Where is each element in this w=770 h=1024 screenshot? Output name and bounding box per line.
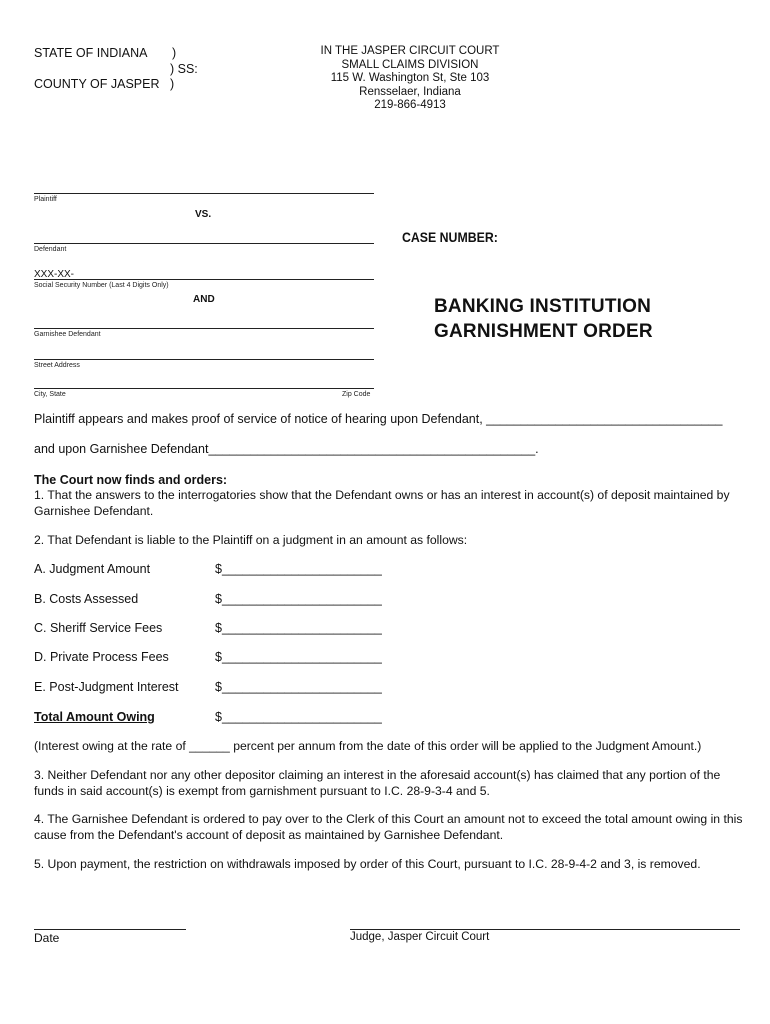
finding-2: 2. That Defendant is liable to the Plaintiff on a judgment in an amount as follows:: [34, 533, 468, 547]
vs-label: VS.: [195, 209, 212, 220]
intro-defendant: Plaintiff appears and makes proof of service of notice of hearing upon Defendant, __________________________________: [34, 412, 723, 426]
amount-label-sheriff: C. Sheriff Service Fees: [34, 621, 163, 635]
amount-label-interest: E. Post-Judgment Interest: [34, 680, 179, 694]
amount-field-process[interactable]: $_______________________: [215, 650, 382, 664]
plaintiff-label: Plaintiff: [34, 196, 57, 203]
state-label: STATE OF INDIANA: [34, 46, 148, 60]
case-number-label: CASE NUMBER:: [402, 229, 498, 245]
defendant-label: Defendant: [34, 246, 67, 253]
garnishee-line[interactable]: [34, 328, 374, 329]
garnishee-label: Garnishee Defendant: [34, 331, 101, 338]
total-field[interactable]: $_______________________: [215, 710, 382, 724]
court-city: Rensselaer, Indiana: [359, 85, 461, 98]
judge-signature-line[interactable]: [350, 929, 740, 930]
total-label: Total Amount Owing: [34, 710, 155, 724]
court-header: [290, 45, 530, 113]
amount-label-judgment: A. Judgment Amount: [34, 562, 151, 576]
finding-4: 4. The Garnishee Defendant is ordered to pay over to the Clerk of this Court an amount not to exceed the total amount owing in this cause from the Defendant's account of deposit as maintained by Garnishee Defendant.: [34, 812, 743, 842]
court-name: IN THE JASPER CIRCUIT COURT: [320, 45, 500, 57]
intro-garnishee: and upon Garnishee Defendant_______________________________________________.: [34, 442, 539, 456]
judge-label: Judge, Jasper Circuit Court: [350, 931, 490, 943]
amount-label-process: D. Private Process Fees: [34, 650, 169, 664]
ssn-prefix: XXX-XX-: [34, 269, 75, 280]
county-label: COUNTY OF JASPER: [34, 77, 160, 91]
street-line[interactable]: [34, 359, 374, 360]
amount-field-judgment[interactable]: $_______________________: [215, 562, 382, 576]
amount-label-costs: B. Costs Assessed: [34, 592, 139, 606]
amount-field-sheriff[interactable]: $_______________________: [215, 621, 382, 635]
venue-ss: ) SS:: [170, 62, 198, 76]
venue-paren-top: ): [172, 46, 177, 60]
interest-note: (Interest owing at the rate of ______ percent per annum from the date of this order will be applied to the Judgment Amount.): [34, 739, 702, 753]
ssn-label: Social Security Number (Last 4 Digits Only): [34, 282, 169, 289]
city-label: City, State: [34, 391, 66, 398]
venue-paren-bottom: ): [170, 77, 175, 91]
court-phone: 219-866-4913: [374, 99, 446, 111]
amount-field-costs[interactable]: $_______________________: [215, 592, 382, 606]
finding-5: 5. Upon payment, the restriction on withdrawals imposed by order of this Court, pursuant to I.C. 28-9-4-2 and 3, is removed.: [34, 857, 701, 871]
ssn-line[interactable]: [34, 279, 374, 280]
findings-heading: The Court now finds and orders:: [34, 473, 228, 487]
city-line[interactable]: [34, 388, 374, 389]
defendant-line[interactable]: [34, 243, 374, 244]
document-title-line2: GARNISHMENT ORDER: [434, 321, 653, 342]
finding-3: 3. Neither Defendant nor any other depositor claiming an interest in the aforesaid account(s) has claimed that any portion of the funds in said account(s) is exempt from garnishment pursuant to I.C. 28-9-3-4 and 5.: [34, 768, 721, 798]
document-title-line1: BANKING INSTITUTION: [434, 296, 652, 317]
court-division: SMALL CLAIMS DIVISION: [341, 58, 479, 71]
date-label: Date: [34, 931, 60, 945]
street-label: Street Address: [34, 362, 80, 369]
finding-1: 1. That the answers to the interrogatories show that the Defendant owns or has an interest in account(s) of deposit maintained by Garnishee Defendant.: [34, 488, 730, 518]
and-label: AND: [193, 294, 215, 305]
court-street: 115 W. Washington St, Ste 103: [330, 72, 490, 84]
plaintiff-line[interactable]: [34, 193, 374, 194]
zip-label: Zip Code: [342, 391, 371, 398]
amount-field-interest[interactable]: $_______________________: [215, 680, 382, 694]
date-signature-line[interactable]: [34, 929, 186, 930]
